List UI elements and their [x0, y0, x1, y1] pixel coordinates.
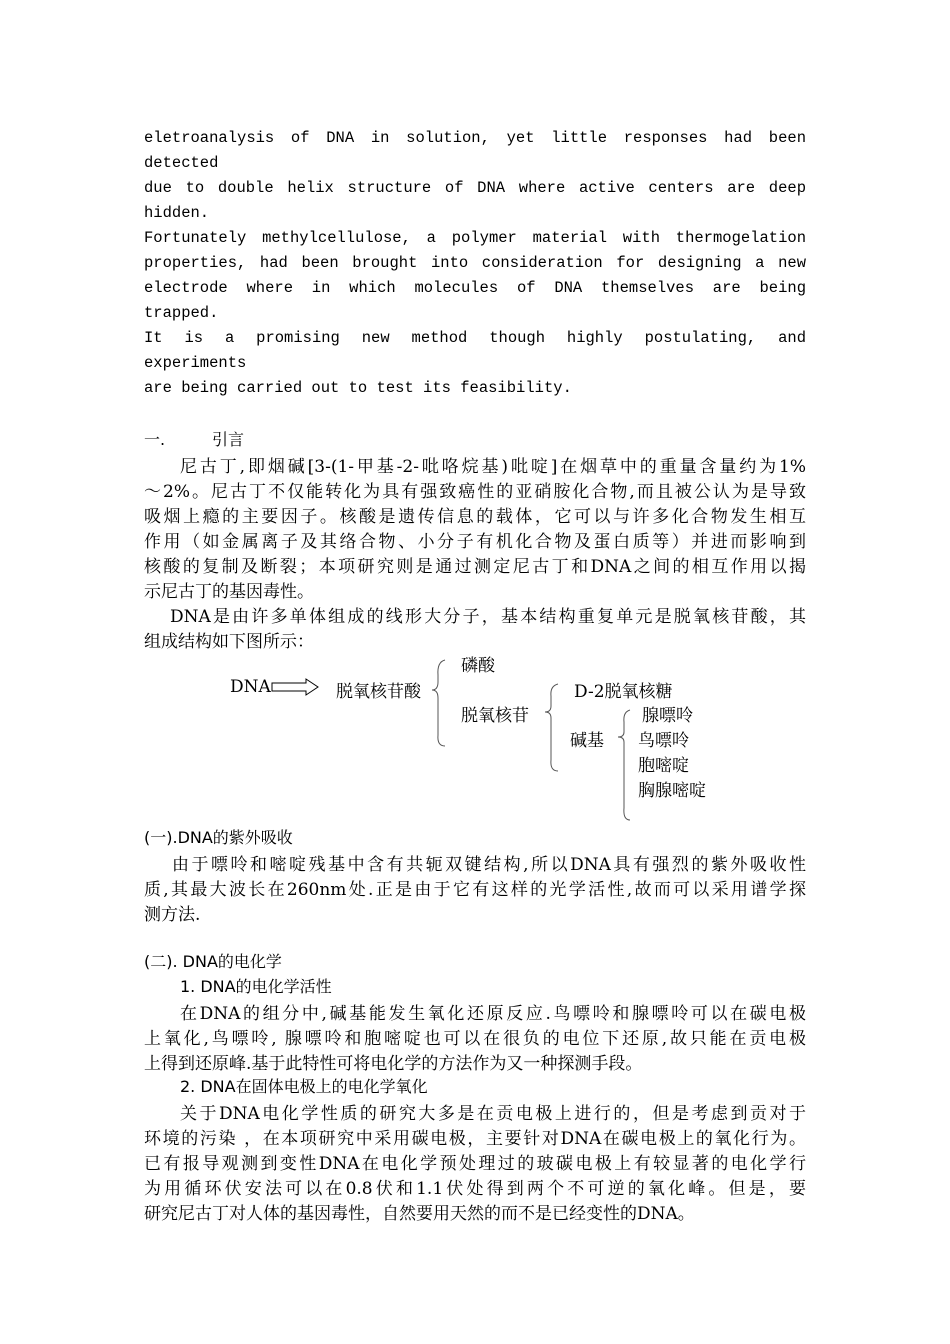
abstract-line: properties, had been brought into consideration for designing a new [144, 254, 806, 272]
abstract-line: detected [144, 154, 219, 172]
abstract-line: Fortunately methylcellulose, a polymer material with thermogelation [144, 229, 806, 247]
paragraph-line: 在DNA的组分中,碱基能发生氧化还原反应.鸟嘌呤和腺嘌呤可以在碳电极 [180, 1004, 806, 1024]
abstract-line: trapped. [144, 304, 219, 322]
diagram-base-item: 胞嘧啶 [638, 756, 689, 776]
diagram-base-item: 胸腺嘧啶 [638, 781, 706, 801]
uv-heading: (一).DNA的紫外吸收 [144, 828, 293, 847]
brace-level1 [432, 660, 445, 746]
diagram-base: 碱基 [570, 731, 604, 751]
paragraph-line: 吸烟上瘾的主要因子。核酸是遗传信息的载体，它可以与许多化合物发生相互 [144, 507, 806, 527]
paragraph-line: 环境的污染 ，在本项研究中采用碳电极，主要针对DNA在碳电极上的氧化行为。 [144, 1129, 806, 1149]
paragraph-line: 已有报导观测到变性DNA在电化学预处理过的玻碳电极上有较显著的电化学行 [144, 1154, 806, 1174]
abstract-line: eletroanalysis of DNA in solution, yet little responses had been [144, 129, 806, 147]
paragraph-line: 作用（如金属离子及其络合物、小分子有机化合物及蛋白质等）并进而影响到 [144, 532, 806, 552]
abstract-line: due to double helix structure of DNA where active centers are deep [144, 179, 806, 197]
paragraph-line: 上得到还原峰.基于此特性可将电化学的方法作为又一种探测手段。 [144, 1054, 643, 1074]
arrow-icon [272, 679, 318, 695]
section-title: 引言 [212, 430, 245, 449]
abstract-line: It is a promising new method though highly postulating, and [144, 329, 806, 347]
paragraph-line: 上氧化,鸟嘌呤, 腺嘌呤和胞嘧啶也可以在很负的电位下还原,故只能在贡电极 [144, 1029, 806, 1049]
diagram-sugar: D-2脱氧核糖 [574, 682, 673, 702]
diagram-base-item: 腺嘌呤 [642, 706, 693, 726]
electro-subheading-1: 1. DNA的电化学活性 [180, 977, 332, 996]
paragraph-line: 为用循环伏安法可以在0.8伏和1.1伏处得到两个不可逆的氧化峰。但是，要 [144, 1179, 806, 1199]
brace-level2 [545, 684, 558, 771]
section-number: 一. [144, 430, 166, 449]
diagram-dna: DNA [230, 677, 271, 697]
paragraph-line: 尼古丁,即烟碱[3-(1-甲基-2-吡咯烷基)吡啶]在烟草中的重量含量约为1% [180, 457, 806, 477]
paragraph-line: 示尼古丁的基因毒性。 [144, 582, 314, 602]
brace-level3 [618, 710, 630, 820]
paragraph-line: 组成结构如下图所示： [144, 632, 314, 652]
abstract-line: hidden. [144, 204, 210, 222]
paragraph-line: DNA是由许多单体组成的线形大分子，基本结构重复单元是脱氧核苷酸，其 [170, 607, 806, 627]
paragraph-line: 核酸的复制及断裂；本项研究则是通过测定尼古丁和DNA之间的相互作用以揭 [144, 557, 806, 577]
paragraph-line: 由于嘌呤和嘧啶残基中含有共轭双键结构,所以DNA具有强烈的紫外吸收性 [172, 855, 806, 875]
paragraph-line: 研究尼古丁对人体的基因毒性，自然要用天然的而不是已经变性的DNA。 [144, 1204, 695, 1224]
paragraph-line: 测方法. [144, 905, 201, 925]
diagram-base-item: 鸟嘌呤 [638, 731, 689, 751]
abstract-line: electrode where in which molecules of DNA themselves are being [144, 279, 806, 297]
electro-subheading-2: 2. DNA在固体电极上的电化学氧化 [180, 1077, 428, 1096]
diagram-nucleotide: 脱氧核苷酸 [336, 682, 421, 702]
electro-heading: (二). DNA的电化学 [144, 952, 282, 971]
abstract-line: experiments [144, 354, 247, 372]
paragraph-line: ～2%。尼古丁不仅能转化为具有强致癌性的亚硝胺化合物,而且被公认为是导致 [144, 482, 806, 502]
paragraph-line: 质,其最大波长在260nm处.正是由于它有这样的光学活性,故而可以采用谱学探 [144, 880, 806, 900]
diagram-nucleoside: 脱氧核苷 [461, 706, 529, 726]
abstract-line: are being carried out to test its feasibility. [144, 379, 572, 397]
diagram-phosphate: 磷酸 [461, 656, 495, 676]
paragraph-line: 关于DNA电化学性质的研究大多是在贡电极上进行的，但是考虑到贡对于 [180, 1104, 806, 1124]
